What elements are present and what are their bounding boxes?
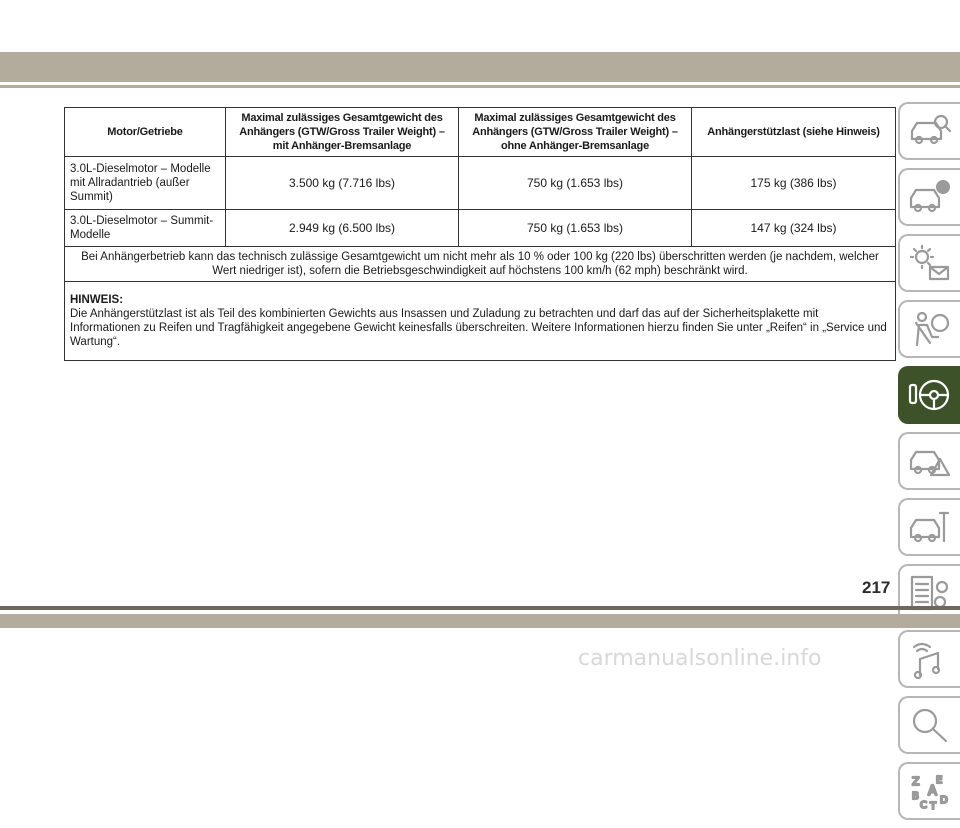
bottom-band <box>0 614 960 628</box>
svg-text:A: A <box>928 784 937 799</box>
svg-text:C: C <box>920 800 927 811</box>
svg-text:E: E <box>936 775 943 786</box>
cell-engine: 3.0L-Dieselmotor – Summit-Modelle <box>65 210 226 247</box>
top-rule <box>0 85 960 88</box>
cell-tongue-load: 147 kg (324 lbs) <box>692 210 896 247</box>
header-tongue-load: Anhängerstützlast (siehe Hinweis) <box>692 108 896 157</box>
tab-search-index[interactable] <box>898 696 960 754</box>
bottom-rule <box>0 606 960 610</box>
header-gtw-unbraked: Maximal zulässiges Gesamtgewicht des Anhängers (GTW/Gross Trailer Weight) – ohne Anhänger-Bremsanlage <box>459 108 692 157</box>
warning-lights-icon <box>908 243 952 283</box>
cell-engine: 3.0L-Dieselmotor – Modelle mit Allradantrieb (außer Summit) <box>65 157 226 210</box>
multimedia-icon <box>908 639 952 679</box>
cell-gtw-braked: 3.500 kg (7.716 lbs) <box>226 157 459 210</box>
chapter-tab-nav <box>898 102 960 828</box>
watermark: carmanualsonline.info <box>578 646 822 671</box>
airbag-seatbelt-icon <box>908 309 952 349</box>
svg-text:B: B <box>912 791 919 802</box>
tab-car-search[interactable] <box>898 102 960 160</box>
table-row <box>65 210 896 247</box>
cell-tongue-load: 175 kg (386 lbs) <box>692 157 896 210</box>
note-cell <box>65 282 896 361</box>
car-search-icon <box>908 111 952 151</box>
note-text: Die Anhängerstützlast ist als Teil des kombinierten Gewichts aus Insassen und Zuladung zu betrachten und darf das auf der Sicherheitsplakette mit Informationen zu Reifen und Tragfähigkeit angegebene Gewicht keinesfalls überschreiten. Weitere Informationen hierzu finden Sie unter „Reifen“ in „Service und Wartung“. <box>70 308 887 348</box>
svg-text:Z: Z <box>912 775 920 788</box>
note-row <box>65 282 896 361</box>
tab-warning-lights[interactable] <box>898 234 960 292</box>
cell-gtw-braked: 2.949 kg (6.500 lbs) <box>226 210 459 247</box>
footnote-text: Bei Anhängerbetrieb kann das technisch zulässige Gesamtgewicht um nicht mehr als 10 % oder 100 kg (220 lbs) überschritten werden (je nachdem, welcher Wert niedriger ist), sofern die Betriebsgeschwindigkeit auf höchstens 100 km/h (62 mph) beschränkt wird. <box>65 247 896 282</box>
table-row <box>65 157 896 210</box>
note-title: HINWEIS: <box>70 294 124 306</box>
header-engine: Motor/Getriebe <box>65 108 226 157</box>
steering-key-icon <box>908 375 952 415</box>
cell-gtw-unbraked: 750 kg (1.653 lbs) <box>459 157 692 210</box>
table-header-row <box>65 108 896 157</box>
car-hazard-icon <box>908 441 952 481</box>
page-number: 217 <box>862 578 891 597</box>
header-gtw-braked: Maximal zulässiges Gesamtgewicht des Anhängers (GTW/Gross Trailer Weight) – mit Anhänger-Bremsanlage <box>226 108 459 157</box>
footnote-row <box>65 247 896 282</box>
tab-car-wrench[interactable] <box>898 498 960 556</box>
svg-text:D: D <box>940 795 948 806</box>
top-header-band <box>0 52 960 82</box>
alphabet-index-icon <box>908 771 952 811</box>
tab-car-hazard[interactable] <box>898 432 960 490</box>
search-index-icon <box>908 705 952 745</box>
car-wrench-icon <box>908 507 952 547</box>
svg-text:T: T <box>930 801 937 811</box>
tab-multimedia[interactable] <box>898 630 960 688</box>
towing-spec-table <box>64 107 896 361</box>
tab-alphabet-index[interactable] <box>898 762 960 820</box>
tab-airbag-seatbelt[interactable] <box>898 300 960 358</box>
cell-gtw-unbraked: 750 kg (1.653 lbs) <box>459 210 692 247</box>
tab-steering-key[interactable] <box>898 366 960 424</box>
tab-car-info[interactable] <box>898 168 960 226</box>
car-info-icon <box>908 177 952 217</box>
